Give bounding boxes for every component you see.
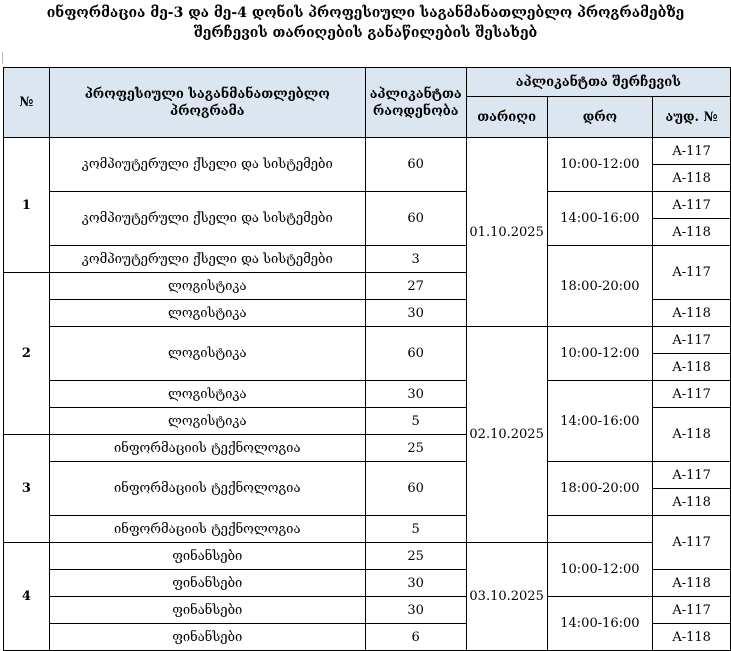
room-number: A-117 bbox=[653, 462, 731, 489]
document-title-line-2: შერჩევის თარიღების განაწილების შესახებ bbox=[193, 25, 538, 41]
applicant-count: 60 bbox=[365, 192, 466, 246]
program-name: ლოგისტიკა bbox=[49, 408, 365, 435]
room-number: A-117 bbox=[653, 138, 731, 165]
applicant-count: 30 bbox=[365, 597, 466, 624]
program-name: ფინანსები bbox=[49, 597, 365, 624]
program-name: ლოგისტიკა bbox=[49, 327, 365, 381]
room-number: A-118 bbox=[653, 408, 731, 462]
margin-mark bbox=[2, 52, 3, 64]
header-program: პროფესიული საგანმანათლებლო პროგრამა bbox=[49, 68, 365, 138]
room-number: A-117 bbox=[653, 597, 731, 624]
program-name: ფინანსები bbox=[49, 624, 365, 651]
group-number: 3 bbox=[4, 435, 50, 543]
room-number: A-117 bbox=[653, 516, 731, 570]
selection-time: 18:00-20:00 bbox=[547, 462, 653, 516]
applicant-count: 60 bbox=[365, 462, 466, 516]
group-number: 2 bbox=[4, 273, 50, 435]
group-number: 1 bbox=[4, 138, 50, 273]
schedule-table-wrapper bbox=[3, 67, 731, 651]
program-name: ლოგისტიკა bbox=[49, 381, 365, 408]
room-number: A-117 bbox=[653, 246, 731, 300]
header-applicants: აპლიკანტთა რაოდენობა bbox=[365, 68, 466, 138]
program-name: კომპიუტერული ქსელი და სისტემები bbox=[49, 138, 365, 192]
room-number: A-117 bbox=[653, 327, 731, 354]
selection-date: 01.10.2025 bbox=[466, 138, 547, 327]
program-name: ინფორმაციის ტექნოლოგია bbox=[49, 462, 365, 516]
applicant-count: 60 bbox=[365, 327, 466, 381]
selection-time: 14:00-16:00 bbox=[547, 381, 653, 462]
applicant-count: 25 bbox=[365, 435, 466, 462]
applicant-count: 5 bbox=[365, 408, 466, 435]
applicant-count: 25 bbox=[365, 543, 466, 570]
room-number: A-118 bbox=[653, 300, 731, 327]
selection-time: 18:00-20:00 bbox=[547, 246, 653, 327]
room-number: A-118 bbox=[653, 165, 731, 192]
program-name: ფინანსები bbox=[49, 570, 365, 597]
header-selection: აპლიკანტთა შერჩევის bbox=[466, 68, 730, 97]
room-number: A-117 bbox=[653, 192, 731, 219]
room-number: A-118 bbox=[653, 489, 731, 516]
header-date: თარიღი bbox=[466, 97, 547, 138]
program-name: ლოგისტიკა bbox=[49, 273, 365, 300]
program-name: ინფორმაციის ტექნოლოგია bbox=[49, 435, 365, 462]
schedule-table bbox=[3, 67, 731, 651]
room-number: A-117 bbox=[653, 381, 731, 408]
applicant-count: 5 bbox=[365, 516, 466, 543]
selection-time: 14:00-16:00 bbox=[547, 192, 653, 246]
document-title-line-1: ინფორმაცია მე-3 და მე-4 დონის პროფესიული საგანმანათლებლო პროგრამებზე bbox=[46, 5, 685, 21]
room-number: A-118 bbox=[653, 570, 731, 597]
selection-date: 03.10.2025 bbox=[466, 543, 547, 651]
header-time: დრო bbox=[547, 97, 653, 138]
selection-time: 10:00-12:00 bbox=[547, 138, 653, 192]
program-name: ფინანსები bbox=[49, 543, 365, 570]
program-name: კომპიუტერული ქსელი და სისტემები bbox=[49, 246, 365, 273]
selection-time: 10:00-12:00 bbox=[547, 543, 653, 597]
applicant-count: 27 bbox=[365, 273, 466, 300]
applicant-count: 30 bbox=[365, 381, 466, 408]
program-name: ლოგისტიკა bbox=[49, 300, 365, 327]
room-number: A-118 bbox=[653, 354, 731, 381]
applicant-count: 30 bbox=[365, 570, 466, 597]
selection-date: 02.10.2025 bbox=[466, 327, 547, 543]
program-name: კომპიუტერული ქსელი და სისტემები bbox=[49, 192, 365, 246]
applicant-count: 6 bbox=[365, 624, 466, 651]
group-number: 4 bbox=[4, 543, 50, 651]
selection-time-empty bbox=[547, 516, 653, 543]
room-number: A-118 bbox=[653, 624, 731, 651]
applicant-count: 60 bbox=[365, 138, 466, 192]
header-room: აუდ. № bbox=[653, 97, 731, 138]
room-number: A-118 bbox=[653, 219, 731, 246]
applicant-count: 3 bbox=[365, 246, 466, 273]
header-number: № bbox=[4, 68, 50, 138]
selection-time: 14:00-16:00 bbox=[547, 597, 653, 651]
selection-time: 10:00-12:00 bbox=[547, 327, 653, 381]
program-name: ინფორმაციის ტექნოლოგია bbox=[49, 516, 365, 543]
applicant-count: 30 bbox=[365, 300, 466, 327]
